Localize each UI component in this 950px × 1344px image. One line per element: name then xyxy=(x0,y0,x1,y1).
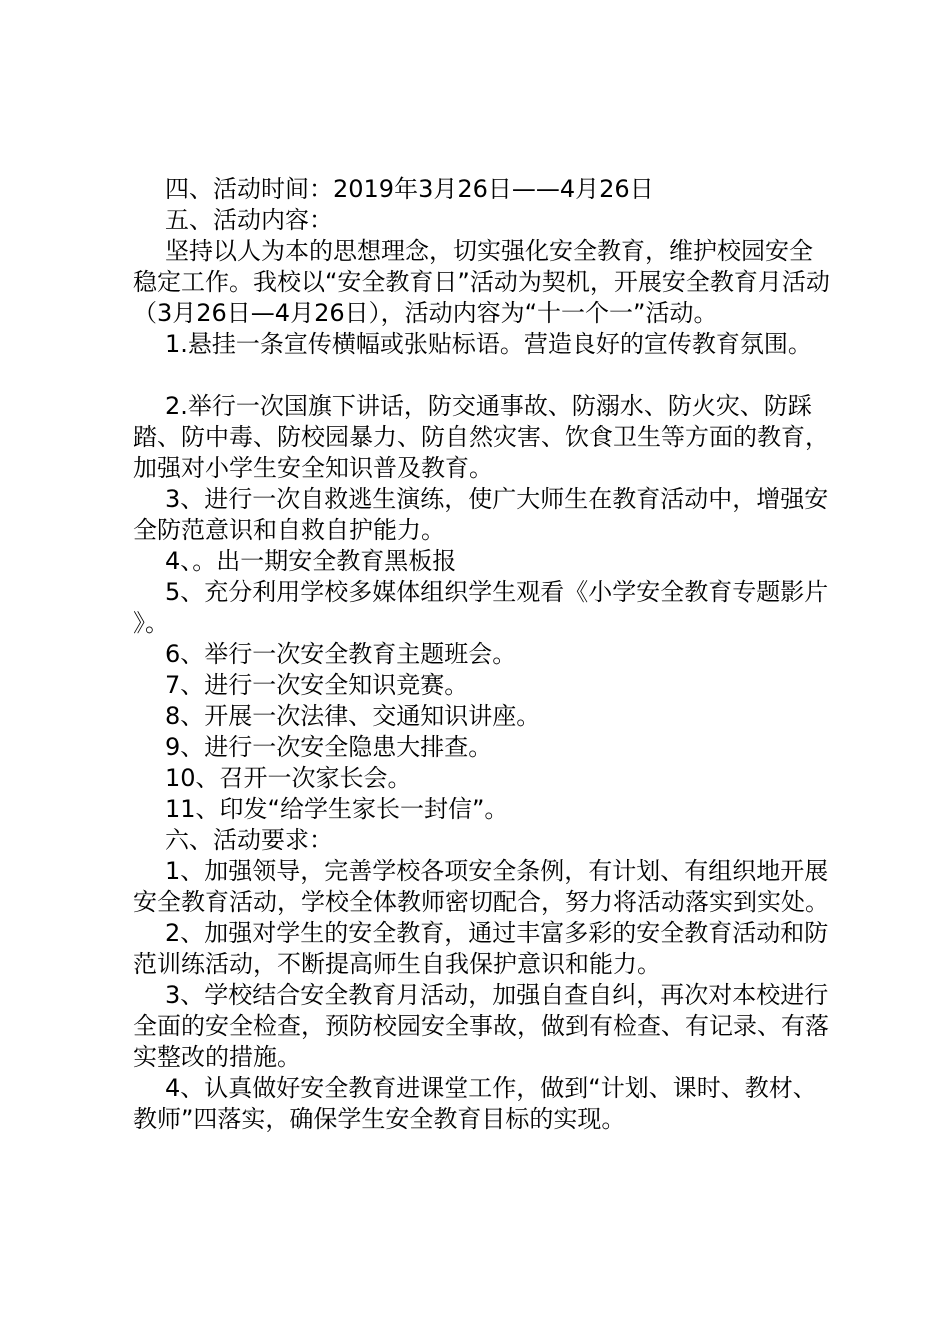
document-body xyxy=(133,174,833,1135)
content-item-6: 6、举行一次安全教育主题班会。 xyxy=(165,640,517,668)
content-item-1: 1.悬挂一条宣传横幅或张贴标语。营造良好的宣传教育氛围。 xyxy=(165,330,812,358)
content-item-9: 9、进行一次安全隐患大排查。 xyxy=(165,733,493,761)
requirement-item-2: 2、加强对学生的安全教育，通过丰富多彩的安全教育活动和防范训练活动，不断提高师生自我保护意识和能力。 xyxy=(133,919,829,978)
content-item-10: 10、召开一次家长会。 xyxy=(165,764,412,792)
content-item-7: 7、进行一次安全知识竞赛。 xyxy=(165,671,469,699)
requirement-item-4: 4、认真做好安全教育进课堂工作，做到“计划、课时、教材、教师”四落实，确保学生安全教育目标的实现。 xyxy=(133,1074,817,1133)
content-item-2: 2.举行一次国旗下讲话，防交通事故、防溺水、防火灾、防踩踏、防中毒、防校园暴力、防自然灾害、饮食卫生等方面的教育，加强对小学生安全知识普及教育。 xyxy=(133,392,829,482)
content-intro: 坚持以人为本的思想理念，切实强化安全教育，维护校园安全稳定工作。我校以“安全教育日”活动为契机，开展安全教育月活动（3月26日—4月26日），活动内容为“十一个一”活动。 xyxy=(133,237,830,327)
content-item-8: 8、开展一次法律、交通知识讲座。 xyxy=(165,702,541,730)
content-item-11: 11、印发“给学生家长一封信”。 xyxy=(165,795,509,823)
content-item-3: 3、进行一次自救逃生演练，使广大师生在教育活动中，增强安全防范意识和自救自护能力。 xyxy=(133,485,829,544)
section-heading-requirements: 六、活动要求： xyxy=(165,826,333,854)
content-item-5: 5、充分利用学校多媒体组织学生观看《小学安全教育专题影片》。 xyxy=(133,578,829,637)
content-item-4: 4、。出一期安全教育黑板报 xyxy=(165,547,457,575)
section-heading-content: 五、活动内容： xyxy=(165,206,333,234)
requirement-item-3: 3、学校结合安全教育月活动，加强自查自纠，再次对本校进行全面的安全检查，预防校园安全事故，做到有检查、有记录、有落实整改的措施。 xyxy=(133,981,829,1071)
activity-time: 四、活动时间：2019年3月26日——4月26日 xyxy=(165,175,654,203)
requirement-item-1: 1、加强领导，完善学校各项安全条例，有计划、有组织地开展安全教育活动，学校全体教师密切配合，努力将活动落实到实处。 xyxy=(133,857,829,916)
